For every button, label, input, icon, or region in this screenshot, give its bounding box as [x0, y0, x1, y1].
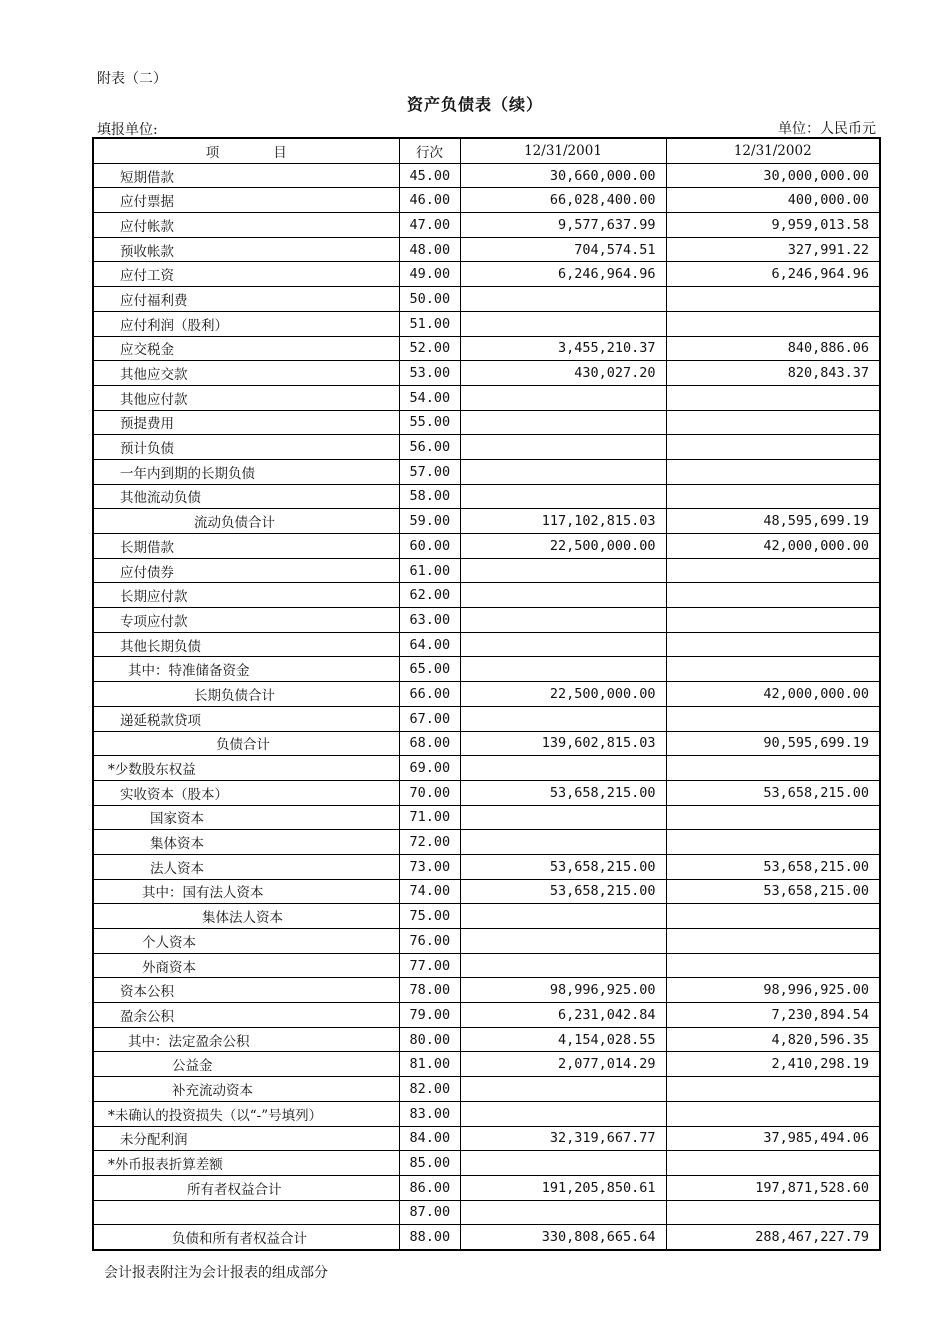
- row-line-number: 76.00: [399, 929, 460, 954]
- row-value-2002: 42,000,000.00: [666, 534, 880, 559]
- row-line-number: 62.00: [399, 583, 460, 608]
- row-value-2001: [460, 608, 666, 633]
- row-line-number: 55.00: [399, 410, 460, 435]
- table-row: [93, 213, 880, 238]
- row-line-number: 68.00: [399, 731, 460, 756]
- row-value-2001: 22,500,000.00: [460, 534, 666, 559]
- row-value-2001: 330,808,665.64: [460, 1225, 666, 1250]
- row-line-number: 59.00: [399, 509, 460, 534]
- row-value-2002: 53,658,215.00: [666, 879, 880, 904]
- row-value-2002: 4,820,596.35: [666, 1027, 880, 1052]
- table-header-row: [93, 138, 880, 163]
- row-line-number: 70.00: [399, 780, 460, 805]
- row-line-number: 58.00: [399, 484, 460, 509]
- row-value-2001: 6,231,042.84: [460, 1003, 666, 1028]
- row-value-2001: [460, 632, 666, 657]
- table-row: [93, 188, 880, 213]
- table-row: [93, 509, 880, 534]
- row-value-2001: [460, 756, 666, 781]
- table-row: [93, 336, 880, 361]
- table-row: [93, 854, 880, 879]
- row-item-label: 应付帐款: [93, 213, 399, 238]
- row-value-2001: [460, 484, 666, 509]
- row-value-2002: 2,410,298.19: [666, 1052, 880, 1077]
- row-value-2001: [460, 1077, 666, 1102]
- table-row: [93, 262, 880, 287]
- row-line-number: 52.00: [399, 336, 460, 361]
- row-value-2002: 6,246,964.96: [666, 262, 880, 287]
- row-value-2002: [666, 953, 880, 978]
- table-row: [93, 484, 880, 509]
- row-value-2001: [460, 657, 666, 682]
- table-row: [93, 756, 880, 781]
- row-item-label: 其他应付款: [93, 385, 399, 410]
- row-line-number: 50.00: [399, 287, 460, 312]
- row-line-number: 53.00: [399, 361, 460, 386]
- row-line-number: 63.00: [399, 608, 460, 633]
- row-item-label: 其中：国有法人资本: [93, 879, 399, 904]
- column-header-2001: 12/31/2001: [460, 138, 666, 163]
- table-row: [93, 558, 880, 583]
- row-value-2002: 400,000.00: [666, 188, 880, 213]
- row-item-label: 应交税金: [93, 336, 399, 361]
- row-line-number: 86.00: [399, 1175, 460, 1200]
- row-value-2001: [460, 435, 666, 460]
- row-item-label: 法人资本: [93, 854, 399, 879]
- row-item-label: 应付利润（股利）: [93, 311, 399, 336]
- reporter-label: 填报单位:: [97, 122, 158, 138]
- row-line-number: 73.00: [399, 854, 460, 879]
- row-value-2002: [666, 1077, 880, 1102]
- row-item-label: 流动负债合计: [93, 509, 399, 534]
- table-row: [93, 1052, 880, 1077]
- row-item-label: 其他流动负债: [93, 484, 399, 509]
- row-item-label: 负债和所有者权益合计: [93, 1225, 399, 1250]
- row-line-number: 75.00: [399, 904, 460, 929]
- row-value-2002: 37,985,494.06: [666, 1126, 880, 1151]
- column-header-2002: 12/31/2002: [666, 138, 880, 163]
- table-row: [93, 657, 880, 682]
- table-row: [93, 830, 880, 855]
- row-value-2001: [460, 1200, 666, 1225]
- row-line-number: 49.00: [399, 262, 460, 287]
- row-value-2001: [460, 410, 666, 435]
- row-line-number: 85.00: [399, 1151, 460, 1176]
- row-item-label: *外币报表折算差额: [93, 1151, 399, 1176]
- row-value-2002: 42,000,000.00: [666, 682, 880, 707]
- appendix-label: 附表（二）: [97, 71, 167, 87]
- row-value-2001: [460, 583, 666, 608]
- row-line-number: 72.00: [399, 830, 460, 855]
- row-line-number: 45.00: [399, 163, 460, 188]
- row-value-2001: 53,658,215.00: [460, 854, 666, 879]
- row-value-2002: [666, 583, 880, 608]
- table-row: [93, 706, 880, 731]
- row-value-2001: 66,028,400.00: [460, 188, 666, 213]
- column-header-line: 行次: [399, 138, 460, 163]
- row-value-2002: [666, 904, 880, 929]
- row-item-label: 盈余公积: [93, 1003, 399, 1028]
- row-value-2002: [666, 608, 880, 633]
- row-item-label: 长期借款: [93, 534, 399, 559]
- row-item-label: 集体法人资本: [93, 904, 399, 929]
- row-value-2002: 53,658,215.00: [666, 780, 880, 805]
- table-row: [93, 1027, 880, 1052]
- table-row: [93, 237, 880, 262]
- row-line-number: 47.00: [399, 213, 460, 238]
- row-item-label: 实收资本（股本）: [93, 780, 399, 805]
- row-line-number: 51.00: [399, 311, 460, 336]
- row-line-number: 64.00: [399, 632, 460, 657]
- row-item-label: 递延税款贷项: [93, 706, 399, 731]
- row-value-2001: 9,577,637.99: [460, 213, 666, 238]
- row-value-2001: [460, 904, 666, 929]
- row-line-number: 61.00: [399, 558, 460, 583]
- row-value-2002: [666, 830, 880, 855]
- row-value-2001: [460, 953, 666, 978]
- row-item-label: *未确认的投资损失（以“-”号填列）: [93, 1101, 399, 1126]
- row-value-2002: [666, 435, 880, 460]
- row-value-2001: 3,455,210.37: [460, 336, 666, 361]
- row-item-label: 未分配利润: [93, 1126, 399, 1151]
- column-header-item: 项 目: [93, 138, 399, 163]
- table-row: [93, 1151, 880, 1176]
- row-value-2002: 288,467,227.79: [666, 1225, 880, 1250]
- row-value-2002: 820,843.37: [666, 361, 880, 386]
- row-line-number: 56.00: [399, 435, 460, 460]
- table-row: [93, 385, 880, 410]
- row-value-2001: 6,246,964.96: [460, 262, 666, 287]
- row-value-2001: [460, 287, 666, 312]
- row-item-label: 应付福利费: [93, 287, 399, 312]
- row-item-label: 长期负债合计: [93, 682, 399, 707]
- row-value-2002: 9,959,013.58: [666, 213, 880, 238]
- row-item-label: 其中：法定盈余公积: [93, 1027, 399, 1052]
- footer-note: 会计报表附注为会计报表的组成部分: [104, 1265, 328, 1281]
- row-value-2002: 53,658,215.00: [666, 854, 880, 879]
- row-value-2002: 98,996,925.00: [666, 978, 880, 1003]
- row-line-number: 81.00: [399, 1052, 460, 1077]
- table-row: [93, 1003, 880, 1028]
- row-value-2001: [460, 929, 666, 954]
- row-value-2001: [460, 706, 666, 731]
- row-value-2002: [666, 756, 880, 781]
- row-value-2002: [666, 459, 880, 484]
- row-value-2001: 22,500,000.00: [460, 682, 666, 707]
- row-value-2002: [666, 311, 880, 336]
- row-value-2001: [460, 1101, 666, 1126]
- row-item-label: 应付工资: [93, 262, 399, 287]
- row-line-number: 60.00: [399, 534, 460, 559]
- row-line-number: 69.00: [399, 756, 460, 781]
- row-value-2001: [460, 830, 666, 855]
- table-row: [93, 435, 880, 460]
- table-row: [93, 904, 880, 929]
- table-row: [93, 879, 880, 904]
- row-item-label: 其他长期负债: [93, 632, 399, 657]
- row-item-label: 集体资本: [93, 830, 399, 855]
- row-item-label: 外商资本: [93, 953, 399, 978]
- table-row: [93, 1101, 880, 1126]
- row-item-label: 短期借款: [93, 163, 399, 188]
- row-value-2002: [666, 1151, 880, 1176]
- row-item-label: 专项应付款: [93, 608, 399, 633]
- row-line-number: 82.00: [399, 1077, 460, 1102]
- row-value-2002: [666, 1200, 880, 1225]
- row-value-2001: [460, 459, 666, 484]
- row-item-label: 补充流动资本: [93, 1077, 399, 1102]
- row-item-label: 其中：特准储备资金: [93, 657, 399, 682]
- table-row: [93, 410, 880, 435]
- row-line-number: 84.00: [399, 1126, 460, 1151]
- row-line-number: 57.00: [399, 459, 460, 484]
- row-value-2002: 7,230,894.54: [666, 1003, 880, 1028]
- row-item-label: 预计负债: [93, 435, 399, 460]
- table-row: [93, 780, 880, 805]
- table-row: [93, 1200, 880, 1225]
- row-item-label: 个人资本: [93, 929, 399, 954]
- table-row: [93, 953, 880, 978]
- row-value-2002: 48,595,699.19: [666, 509, 880, 534]
- row-value-2001: 98,996,925.00: [460, 978, 666, 1003]
- row-line-number: 48.00: [399, 237, 460, 262]
- row-value-2002: [666, 632, 880, 657]
- balance-sheet-table: [92, 137, 881, 1251]
- row-line-number: 74.00: [399, 879, 460, 904]
- row-value-2002: 327,991.22: [666, 237, 880, 262]
- table-row: [93, 1175, 880, 1200]
- row-item-label: 其他应交款: [93, 361, 399, 386]
- row-value-2001: 139,602,815.03: [460, 731, 666, 756]
- row-item-label: 所有者权益合计: [93, 1175, 399, 1200]
- table-row: [93, 805, 880, 830]
- row-value-2001: 430,027.20: [460, 361, 666, 386]
- table-row: [93, 1126, 880, 1151]
- row-value-2002: [666, 706, 880, 731]
- row-value-2001: [460, 311, 666, 336]
- row-item-label: 应付票据: [93, 188, 399, 213]
- row-value-2001: [460, 1151, 666, 1176]
- table-row: [93, 1225, 880, 1250]
- row-value-2002: 197,871,528.60: [666, 1175, 880, 1200]
- currency-unit-label: 单位：人民币元: [778, 121, 876, 137]
- row-value-2001: [460, 558, 666, 583]
- table-row: [93, 632, 880, 657]
- row-line-number: 77.00: [399, 953, 460, 978]
- table-row: [93, 163, 880, 188]
- row-value-2001: 191,205,850.61: [460, 1175, 666, 1200]
- row-line-number: 67.00: [399, 706, 460, 731]
- row-value-2002: [666, 410, 880, 435]
- row-item-label: *少数股东权益: [93, 756, 399, 781]
- page-title: 资产负债表（续）: [406, 95, 543, 114]
- row-value-2002: [666, 385, 880, 410]
- table-row: [93, 534, 880, 559]
- row-value-2001: [460, 385, 666, 410]
- row-item-label: 长期应付款: [93, 583, 399, 608]
- row-line-number: 88.00: [399, 1225, 460, 1250]
- row-item-label: [93, 1200, 399, 1225]
- row-value-2002: 90,595,699.19: [666, 731, 880, 756]
- row-value-2002: [666, 1101, 880, 1126]
- row-value-2001: 4,154,028.55: [460, 1027, 666, 1052]
- row-line-number: 54.00: [399, 385, 460, 410]
- table-row: [93, 978, 880, 1003]
- row-line-number: 83.00: [399, 1101, 460, 1126]
- row-item-label: 预收帐款: [93, 237, 399, 262]
- table-row: [93, 682, 880, 707]
- row-value-2002: [666, 657, 880, 682]
- table-row: [93, 583, 880, 608]
- row-value-2001: 30,660,000.00: [460, 163, 666, 188]
- table-row: [93, 287, 880, 312]
- table-row: [93, 1077, 880, 1102]
- row-value-2001: [460, 805, 666, 830]
- row-line-number: 87.00: [399, 1200, 460, 1225]
- row-line-number: 79.00: [399, 1003, 460, 1028]
- row-value-2002: [666, 929, 880, 954]
- row-item-label: 公益金: [93, 1052, 399, 1077]
- row-value-2001: 53,658,215.00: [460, 879, 666, 904]
- row-value-2001: 32,319,667.77: [460, 1126, 666, 1151]
- table-row: [93, 929, 880, 954]
- row-value-2002: [666, 287, 880, 312]
- table-row: [93, 459, 880, 484]
- row-value-2001: 117,102,815.03: [460, 509, 666, 534]
- table-row: [93, 361, 880, 386]
- row-line-number: 78.00: [399, 978, 460, 1003]
- row-value-2002: 840,886.06: [666, 336, 880, 361]
- row-item-label: 资本公积: [93, 978, 399, 1003]
- row-value-2002: [666, 558, 880, 583]
- row-item-label: 应付债券: [93, 558, 399, 583]
- row-line-number: 71.00: [399, 805, 460, 830]
- table-row: [93, 311, 880, 336]
- row-value-2002: [666, 805, 880, 830]
- row-value-2001: 53,658,215.00: [460, 780, 666, 805]
- row-value-2002: 30,000,000.00: [666, 163, 880, 188]
- row-line-number: 46.00: [399, 188, 460, 213]
- row-line-number: 65.00: [399, 657, 460, 682]
- row-item-label: 一年内到期的长期负债: [93, 459, 399, 484]
- table-row: [93, 731, 880, 756]
- row-value-2001: 704,574.51: [460, 237, 666, 262]
- row-value-2002: [666, 484, 880, 509]
- row-line-number: 66.00: [399, 682, 460, 707]
- row-line-number: 80.00: [399, 1027, 460, 1052]
- row-item-label: 负债合计: [93, 731, 399, 756]
- row-value-2001: 2,077,014.29: [460, 1052, 666, 1077]
- row-item-label: 预提费用: [93, 410, 399, 435]
- row-item-label: 国家资本: [93, 805, 399, 830]
- table-row: [93, 608, 880, 633]
